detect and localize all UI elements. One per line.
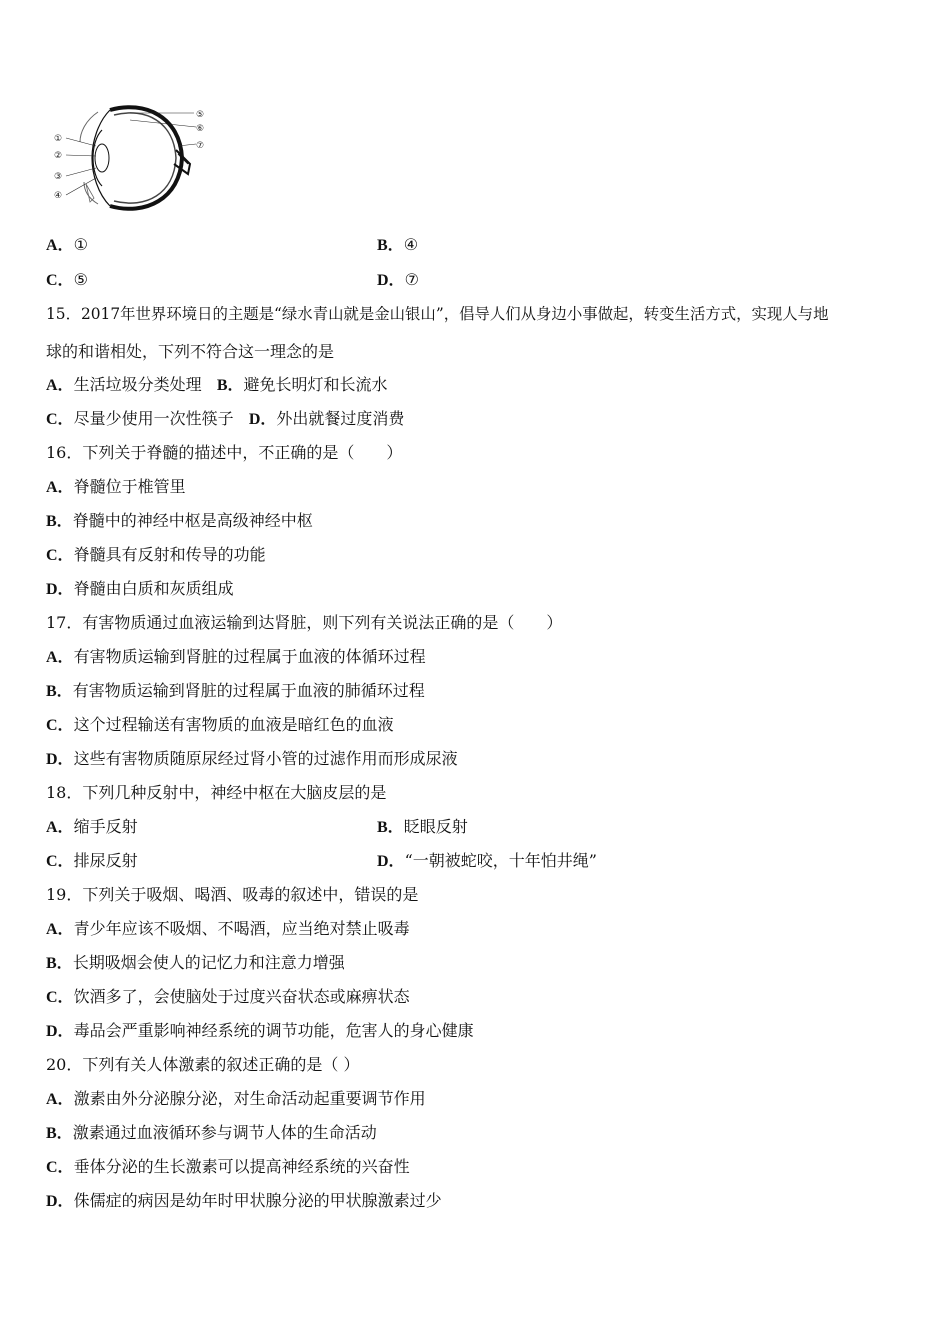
option-text: 这个过程输送有害物质的血液是暗红色的血液 bbox=[73, 715, 394, 734]
eyeball-diagram bbox=[50, 102, 220, 214]
option-text: 激素由外分泌腺分泌，对生命活动起重要调节作用 bbox=[73, 1089, 426, 1108]
option-label: B． bbox=[46, 955, 73, 972]
diagram-label-2: ② bbox=[54, 151, 63, 161]
option-label: A． bbox=[46, 479, 74, 496]
option-label: D． bbox=[46, 581, 74, 598]
q20-stem: 20．下列有关人体激素的叙述正确的是（ ） bbox=[46, 1055, 360, 1074]
option-label: A． bbox=[46, 921, 74, 938]
option-label: B． bbox=[46, 513, 73, 530]
q18-option-c bbox=[46, 851, 138, 872]
option-text: 外出就餐过度消费 bbox=[276, 409, 405, 428]
option-label: D． bbox=[46, 751, 74, 768]
option-label: A． bbox=[46, 377, 74, 394]
option-text: 毒品会严重影响神经系统的调节功能，危害人的身心健康 bbox=[73, 1021, 474, 1040]
q17-option-b bbox=[46, 681, 425, 702]
q17-option-c bbox=[46, 715, 394, 736]
q15-options-cd bbox=[46, 409, 404, 430]
q20-option-a bbox=[46, 1089, 426, 1110]
option-text: 脊髓由白质和灰质组成 bbox=[73, 579, 234, 598]
option-text: 尽量少使用一次性筷子 bbox=[73, 409, 234, 428]
q15-options-ab bbox=[46, 375, 388, 396]
q17-option-a bbox=[46, 647, 426, 668]
option-text: ⑦ bbox=[404, 270, 419, 289]
option-label: C． bbox=[46, 853, 74, 870]
diagram-label-5: ⑤ bbox=[196, 110, 205, 120]
option-label: B． bbox=[377, 237, 404, 254]
option-label: A． bbox=[46, 237, 74, 254]
q18-option-b bbox=[377, 817, 468, 838]
diagram-label-6: ⑥ bbox=[196, 124, 205, 134]
q17-option-d bbox=[46, 749, 458, 770]
option-label: B． bbox=[377, 819, 404, 836]
option-text: 这些有害物质随原尿经过肾小管的过滤作用而形成尿液 bbox=[73, 749, 458, 768]
option-text: 垂体分泌的生长激素可以提高神经系统的兴奋性 bbox=[73, 1157, 410, 1176]
option-label: C． bbox=[46, 547, 74, 564]
q14-option-c bbox=[46, 270, 88, 291]
option-text: 脊髓中的神经中枢是高级神经中枢 bbox=[72, 511, 313, 530]
q14-option-a bbox=[46, 235, 88, 256]
q15-stem-line2: 球的和谐相处，下列不符合这一理念的是 bbox=[46, 342, 335, 361]
q18-stem: 18．下列几种反射中，神经中枢在大脑皮层的是 bbox=[46, 783, 387, 802]
q19-option-b bbox=[46, 953, 345, 974]
option-label: A． bbox=[46, 1091, 74, 1108]
option-text: 眨眼反射 bbox=[403, 817, 468, 836]
option-text: 侏儒症的病因是幼年时甲状腺分泌的甲状腺激素过少 bbox=[73, 1191, 442, 1210]
q19-option-c bbox=[46, 987, 410, 1008]
q20-option-d bbox=[46, 1191, 442, 1212]
option-text: “一朝被蛇咬，十年怕井绳” bbox=[404, 851, 597, 870]
q18-option-d bbox=[377, 851, 597, 872]
option-label: A． bbox=[46, 819, 74, 836]
q20-option-c bbox=[46, 1157, 410, 1178]
option-text: 避免长明灯和长流水 bbox=[243, 375, 388, 394]
q19-option-d bbox=[46, 1021, 474, 1042]
q16-option-c bbox=[46, 545, 266, 566]
option-label: B． bbox=[46, 1125, 73, 1142]
option-text: 有害物质运输到肾脏的过程属于血液的肺循环过程 bbox=[72, 681, 425, 700]
option-text: 长期吸烟会使人的记忆力和注意力增强 bbox=[72, 953, 345, 972]
option-label: C． bbox=[46, 1159, 74, 1176]
diagram-label-3: ③ bbox=[54, 172, 63, 182]
option-text: 脊髓具有反射和传导的功能 bbox=[73, 545, 266, 564]
diagram-label-7: ⑦ bbox=[196, 141, 205, 151]
option-text: 青少年应该不吸烟、不喝酒，应当绝对禁止吸毒 bbox=[73, 919, 410, 938]
q19-option-a bbox=[46, 919, 410, 940]
q19-stem: 19．下列关于吸烟、喝酒、吸毒的叙述中，错误的是 bbox=[46, 885, 419, 904]
option-label: A． bbox=[46, 649, 74, 666]
q14-option-d bbox=[377, 270, 419, 291]
option-text: 有害物质运输到肾脏的过程属于血液的体循环过程 bbox=[73, 647, 426, 666]
q18-option-a bbox=[46, 817, 138, 838]
q20-option-b bbox=[46, 1123, 377, 1144]
q16-option-b bbox=[46, 511, 313, 532]
q15-stem-line1: 15．2017年世界环境日的主题是“绿水青山就是金山银山”，倡导人们从身边小事做起，转变生活方式，实现人与地 bbox=[46, 305, 829, 323]
q17-stem: 17．有害物质通过血液运输到达肾脏，则下列有关说法正确的是（ ） bbox=[46, 613, 563, 632]
option-label: D． bbox=[248, 411, 277, 428]
option-text: ⑤ bbox=[73, 270, 88, 289]
option-text: ① bbox=[73, 235, 88, 254]
option-label: B． bbox=[46, 683, 73, 700]
option-label: D． bbox=[46, 1023, 74, 1040]
option-text: 生活垃圾分类处理 bbox=[73, 375, 202, 394]
option-text: 缩手反射 bbox=[73, 817, 138, 836]
option-text: ④ bbox=[403, 235, 419, 254]
option-text: 脊髓位于椎管里 bbox=[73, 477, 186, 496]
q16-stem: 16．下列关于脊髓的描述中，不正确的是（ ） bbox=[46, 443, 403, 462]
option-label: C． bbox=[46, 411, 74, 428]
option-label: C． bbox=[46, 989, 74, 1006]
option-label: D． bbox=[46, 1193, 74, 1210]
option-label: D． bbox=[377, 853, 405, 870]
option-text: 饮酒多了，会使脑处于过度兴奋状态或麻痹状态 bbox=[73, 987, 410, 1006]
diagram-label-1: ① bbox=[54, 134, 63, 144]
option-label: C． bbox=[46, 272, 74, 289]
option-label: C． bbox=[46, 717, 74, 734]
option-label: B． bbox=[216, 377, 244, 394]
option-text: 排尿反射 bbox=[73, 851, 138, 870]
option-label: D． bbox=[377, 272, 405, 289]
q16-option-a bbox=[46, 477, 186, 498]
q14-option-b bbox=[377, 235, 418, 256]
option-text: 激素通过血液循环参与调节人体的生命活动 bbox=[72, 1123, 377, 1142]
diagram-label-4: ④ bbox=[54, 191, 63, 201]
q16-option-d bbox=[46, 579, 234, 600]
